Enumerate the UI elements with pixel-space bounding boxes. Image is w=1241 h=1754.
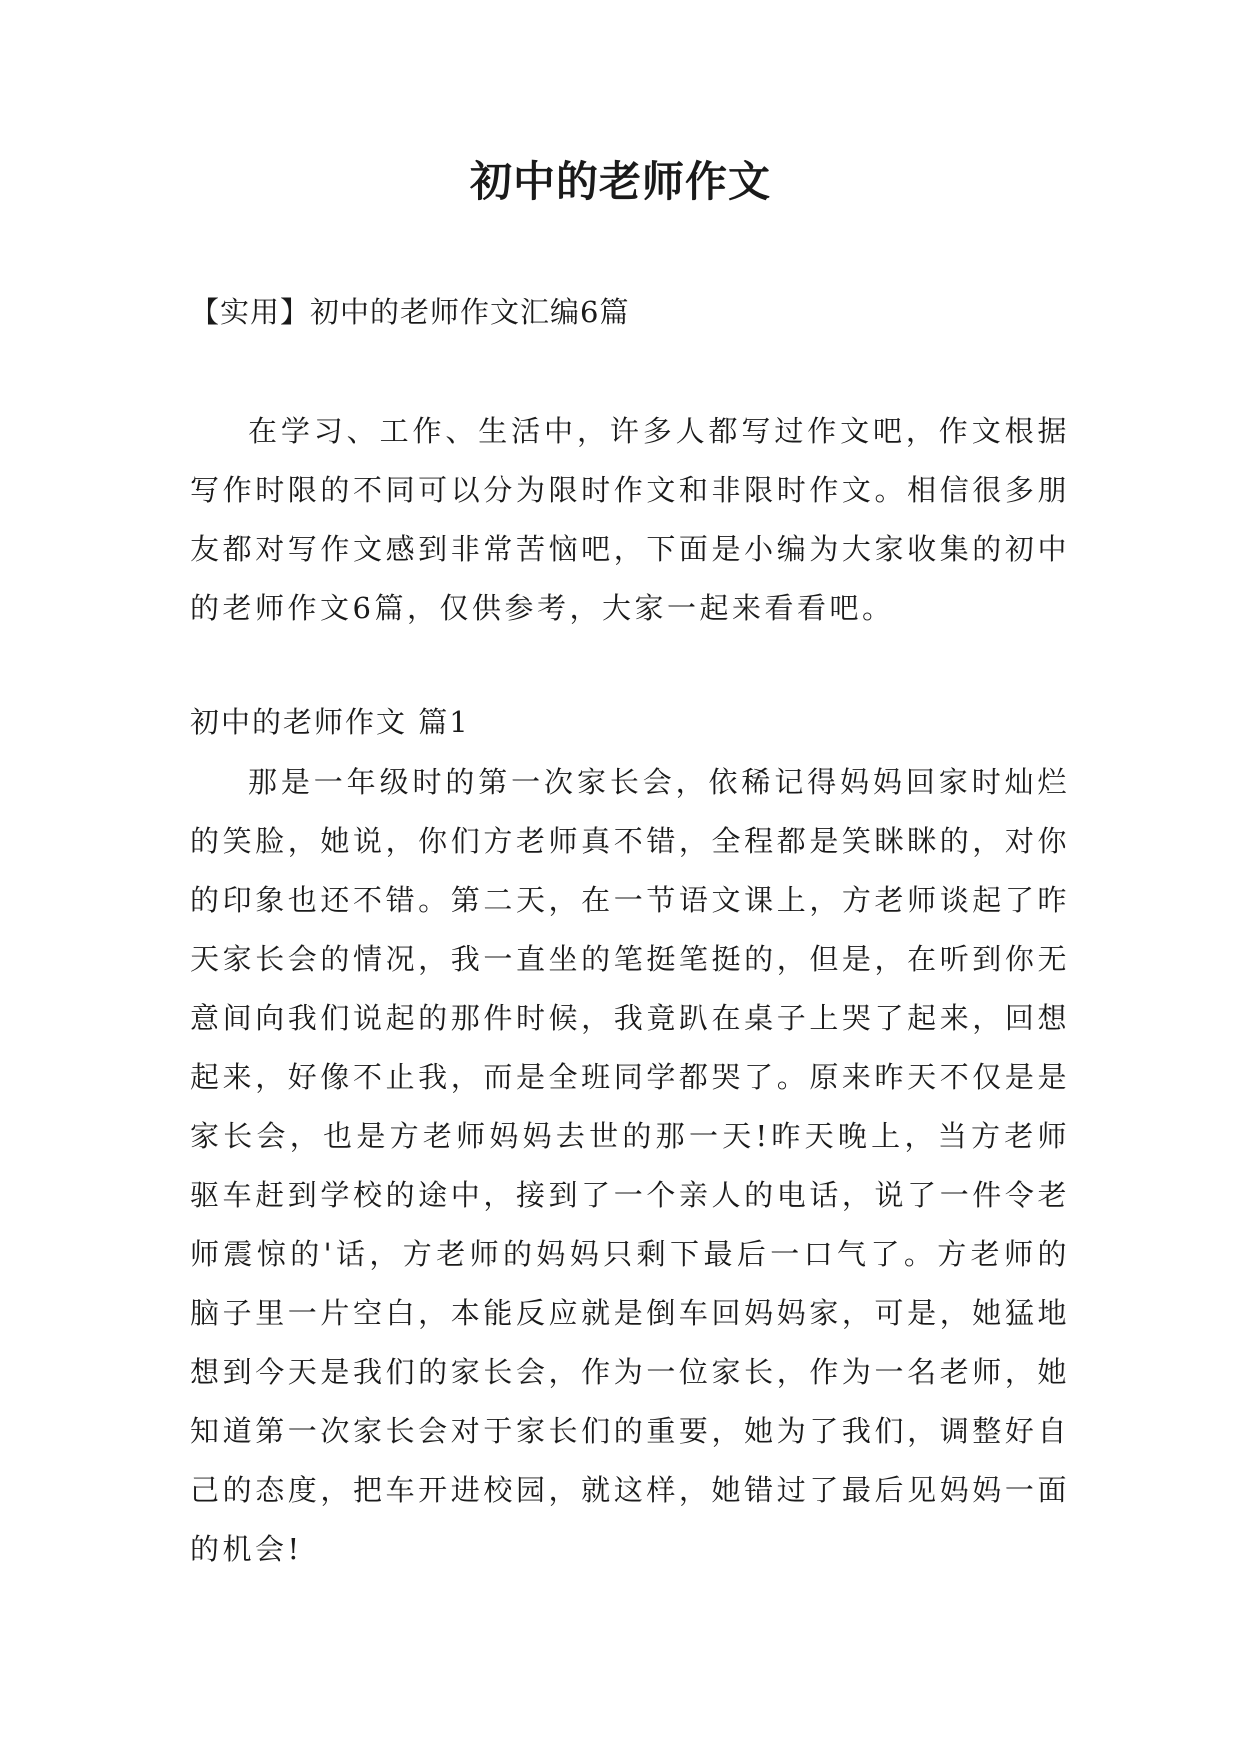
document-title: 初中的老师作文 <box>469 157 771 206</box>
section-heading: 初中的老师作文 篇1 <box>190 705 470 739</box>
intro-paragraph: 在学习、工作、生活中，许多人都写过作文吧，作文根据写作时限的不同可以分为限时作文和非限时作文。相信很多朋友都对写作文感到非常苦恼吧，下面是小编为大家收集的初中的老师作文6篇，仅供参考，大家一起来看看吧。 <box>190 414 1070 625</box>
document-subtitle: 【实用】初中的老师作文汇编6篇 <box>190 295 630 329</box>
section-body-paragraph: 那是一年级时的第一次家长会，依稀记得妈妈回家时灿烂的笑脸，她说，你们方老师真不错，全程都是笑眯眯的，对你的印象也还不错。第二天，在一节语文课上，方老师谈起了昨天家长会的情况，我一直坐的笔挺笔挺的，但是，在听到你无意间向我们说起的那件时候，我竟趴在桌子上哭了起来，回想起来，好像不止我，而是全班同学都哭了。原来昨天不仅是是家长会，也是方老师妈妈去世的那一天!昨天晚上，当方老师驱车赶到学校的途中，接到了一个亲人的电话，说了一件令老师震惊的'话，方老师的妈妈只剩下最后一口气了。方老师的脑子里一片空白，本能反应就是倒车回妈妈家，可是，她猛地想到今天是我们的家长会，作为一位家长，作为一名老师，她知道第一次家长会对于家长们的重要，她为了我们，调整好自己的态度，把车开进校园，就这样，她错过了最后见妈妈一面的机会! <box>190 765 1070 1566</box>
